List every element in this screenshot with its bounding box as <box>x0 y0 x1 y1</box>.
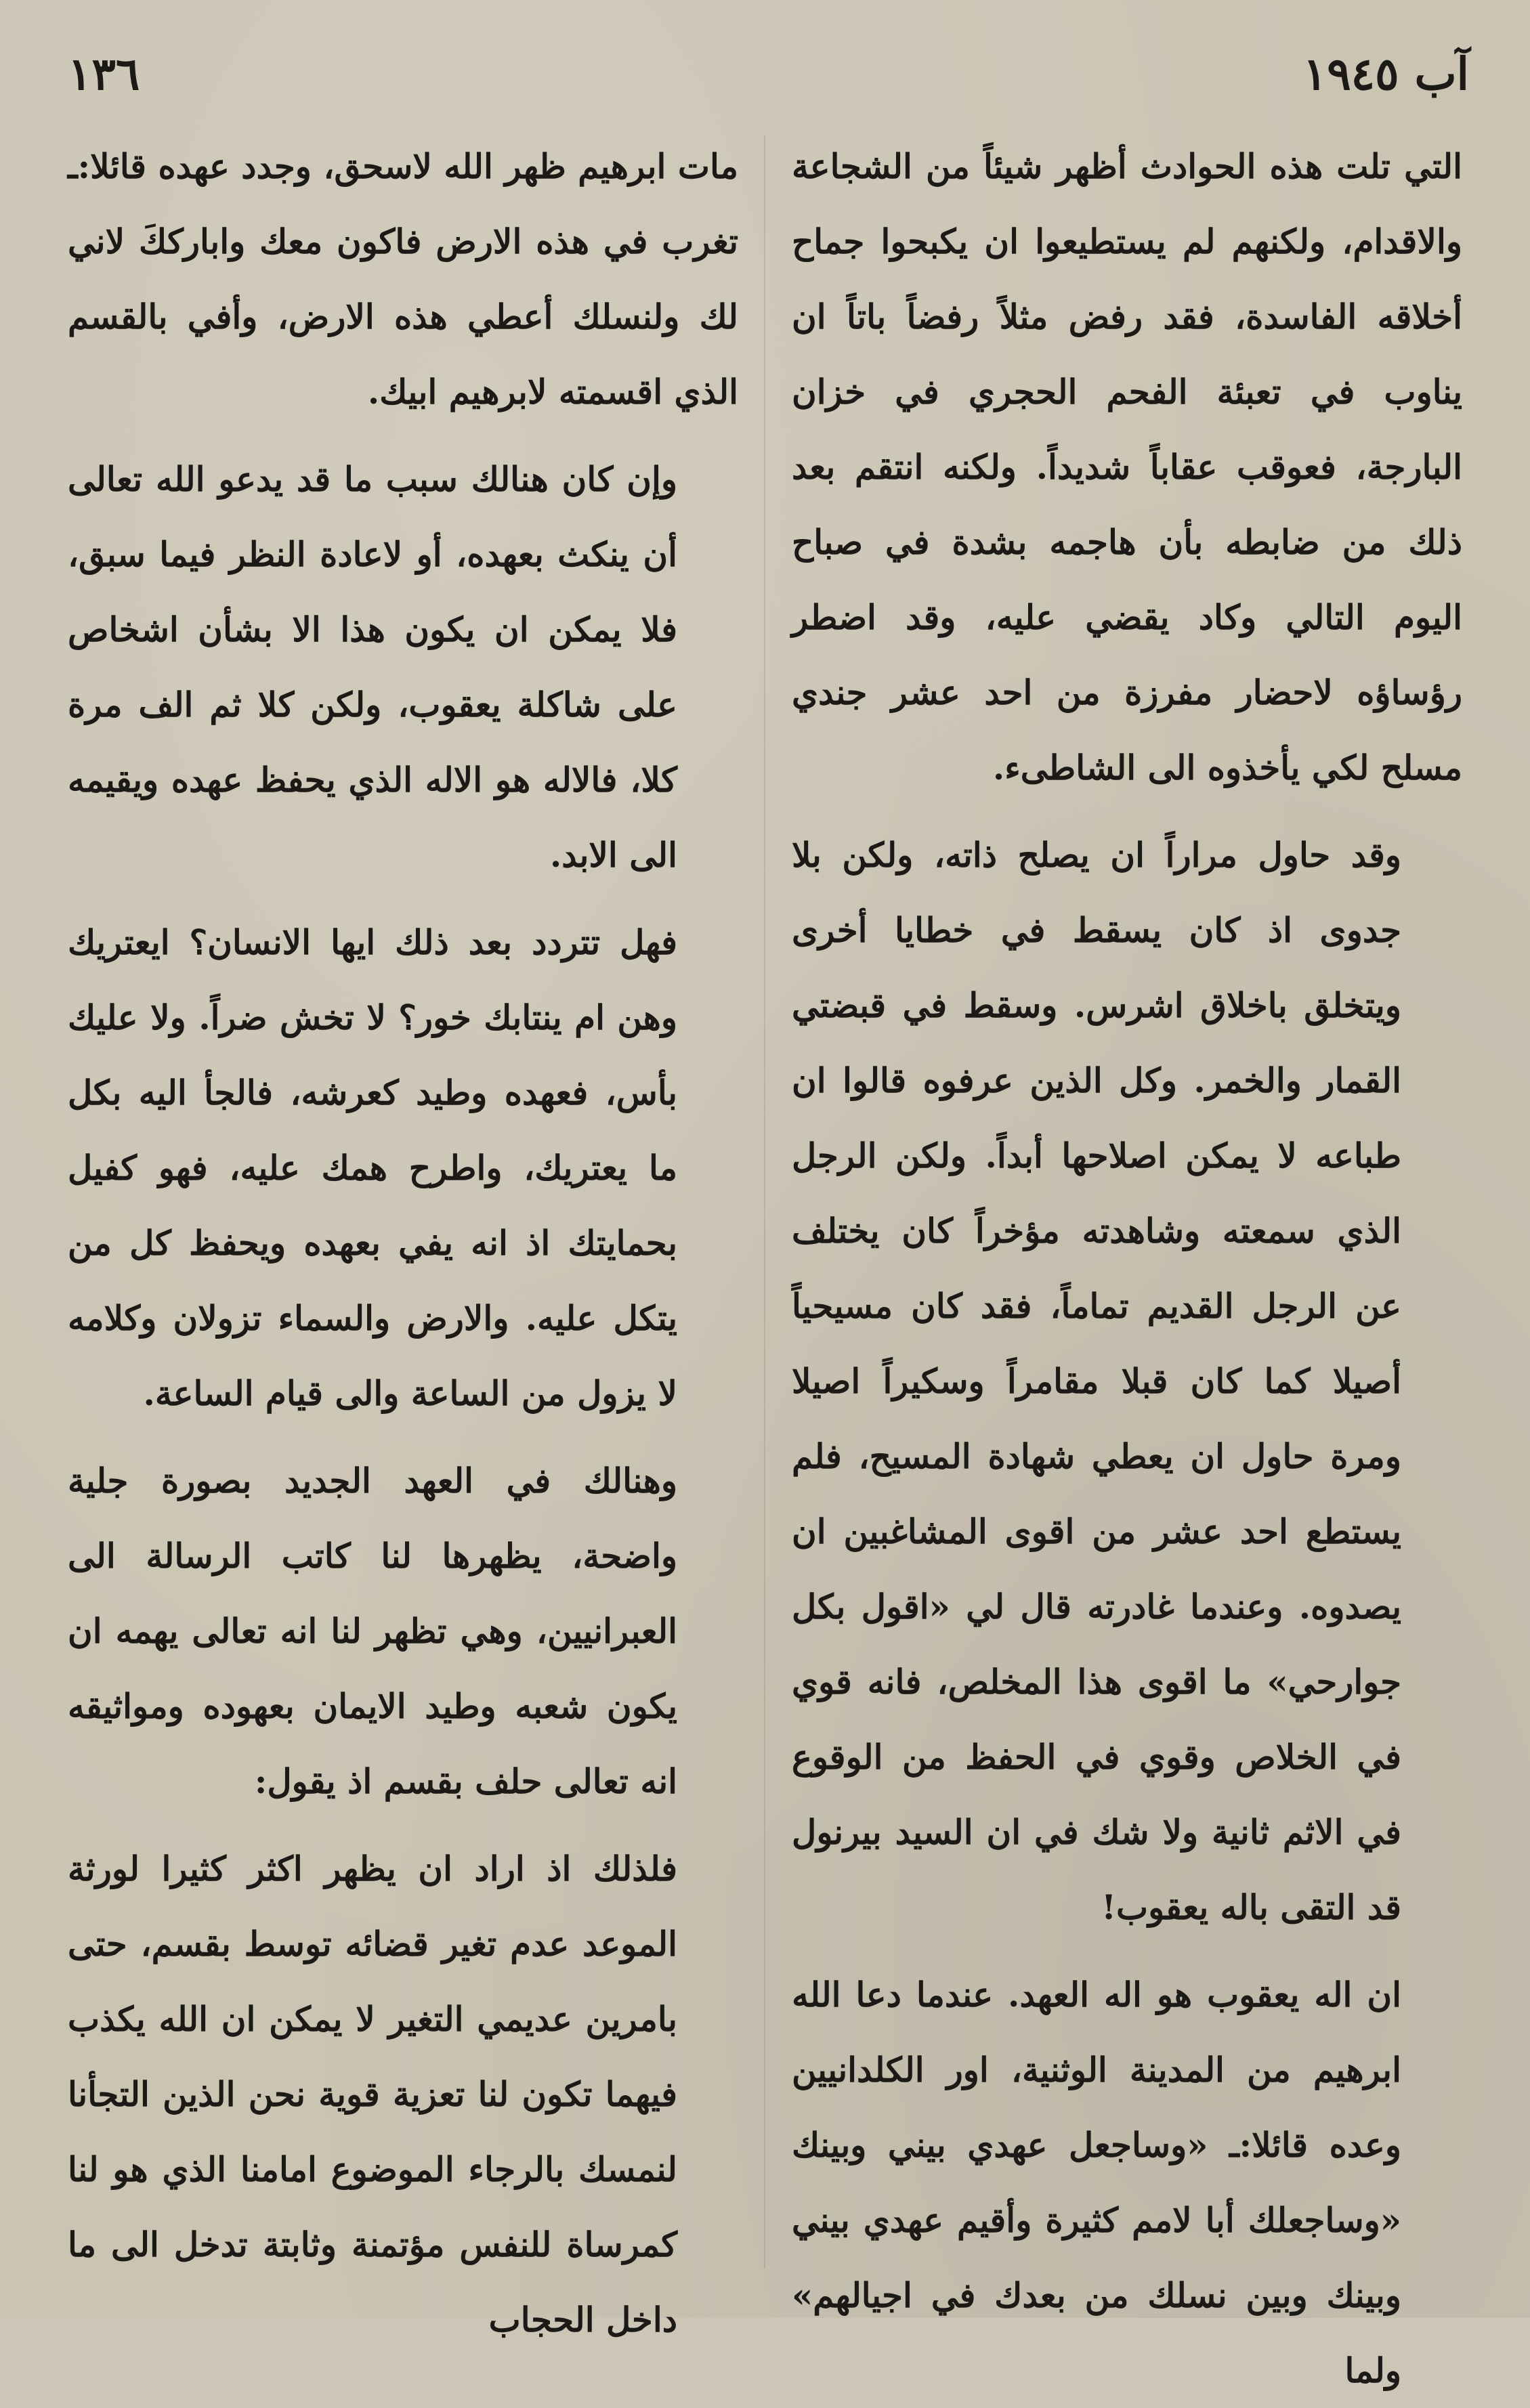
page-header <box>54 47 1476 122</box>
issue-date: آب ١٩٤٥ <box>1302 47 1469 100</box>
paragraph: وهنالك في العهد الجديد بصورة جلية واضحة، يظهرها لنا كاتب الرسالة الى العبرانيين، وهي تظهر لنا انه تعالى يهمه ان يكون شعبه وطيد الايمان بعهوده ومواثيقه انه تعالى حلف بقسم اذ يقول: <box>68 1461 677 1801</box>
paragraph: مات ابرهيم ظهر الله لاسحق، وجدد عهده قائلا:ـ تغرب في هذه الارض فاكون معك وابارككَ لاني لك ولنسلك أعطي هذه الارض، وأفي بالقسم الذي اقسمته لابرهيم ابيك. <box>68 146 738 412</box>
right-column <box>792 129 1462 2408</box>
paragraph: فلذلك اذ اراد ان يظهر اكثر كثيرا لورثة الموعد عدم تغير قضائه توسط بقسم، حتى بامرين عديمي التغير لا يمكن ان الله يكذب فيهما تكون لنا تعزية قوية نحن الذين التجأنا لنمسك بالرجاء الموضوع امامنا الذي هو لنا كمرساة للنفس مؤتمنة وثابتة تدخل الى ما داخل الحجاب <box>68 1849 677 2340</box>
page-number: ١٣٦ <box>68 47 140 100</box>
paragraph: ان اله يعقوب هو اله العهد. عندما دعا الله ابرهيم من المدينة الوثنية، اور الكلدانيين وعده قائلا:ـ «وساجعل عهدي بيني وبينك «وساجعلك أبا لامم كثيرة وأقيم عهدي بيني وبينك وبين نسلك من بعدك في اجيالهم» ولما <box>792 1975 1401 2390</box>
paragraph: التي تلت هذه الحوادث أظهر شيئاً من الشجاعة والاقدام، ولكنهم لم يستطيعوا ان يكبحوا جماح أخلاقه الفاسدة، فقد رفض مثلاً رفضاً باتاً ان يناوب في تعبئة الفحم الحجري في خزان البارجة، فعوقب عقاباً شديداً. ولكنه انتقم بعد ذلك من ضابطه بأن هاجمه بشدة في صباح اليوم التالي وكاد يقضي عليه، وقد اضطر رؤساؤه لاحضار مفرزة من احد عشر جندي مسلح لكي يأخذوه الى الشاطىء. <box>792 146 1462 788</box>
paragraph: وإن كان هنالك سبب ما قد يدعو الله تعالى أن ينكث بعهده، أو لاعادة النظر فيما سبق، فلا يمكن ان يكون هذا الا بشأن اشخاص على شاكلة يعقوب، ولكن كلا ثم الف مرة كلا، فالاله هو الاله الذي يحفظ عهده ويقيمه الى الابد. <box>68 459 678 875</box>
paragraph: وقد حاول مراراً ان يصلح ذاته، ولكن بلا جدوى اذ كان يسقط في خطايا أخرى ويتخلق باخلاق اشرس. وسقط في قبضتي القمار والخمر. وكل الذين عرفوه قالوا ان طباعه لا يمكن اصلاحها أبداً. ولكن الرجل الذي سمعته وشاهدته مؤخراً كان يختلف عن الرجل القديم تماماً، فقد كان مسيحياً أصيلا كما كان قبلا مقامراً وسكيراً اصيلا ومرة حاول ان يعطي شهادة المسيح، فلم يستطع احد عشر من اقوى المشاغبين ان يصدوه. وعندما غادرته قال لي «اقول بكل جوارحي» ما اقوى هذا المخلص، فانه قوي في الخلاص وقوي في الحفظ من الوقوع في الاثم ثانية ولا شك في ان السيد بيرنول قد التقى باله يعقوب! <box>792 835 1401 1927</box>
left-column <box>68 129 738 2357</box>
column-gutter <box>764 135 765 2269</box>
paragraph: فهل تتردد بعد ذلك ايها الانسان؟ ايعتريك وهن ام ينتابك خور؟ لا تخش ضراً. ولا عليك بأس، فعهده وطيد كعرشه، فالجأ اليه بكل ما يعتريك، واطرح همك عليه، فهو كفيل بحمايتك اذ انه يفي بعهده ويحفظ كل من يتكل عليه. والارض والسماء تزولان وكلامه لا يزول من الساعة والى قيام الساعة. <box>68 922 677 1413</box>
